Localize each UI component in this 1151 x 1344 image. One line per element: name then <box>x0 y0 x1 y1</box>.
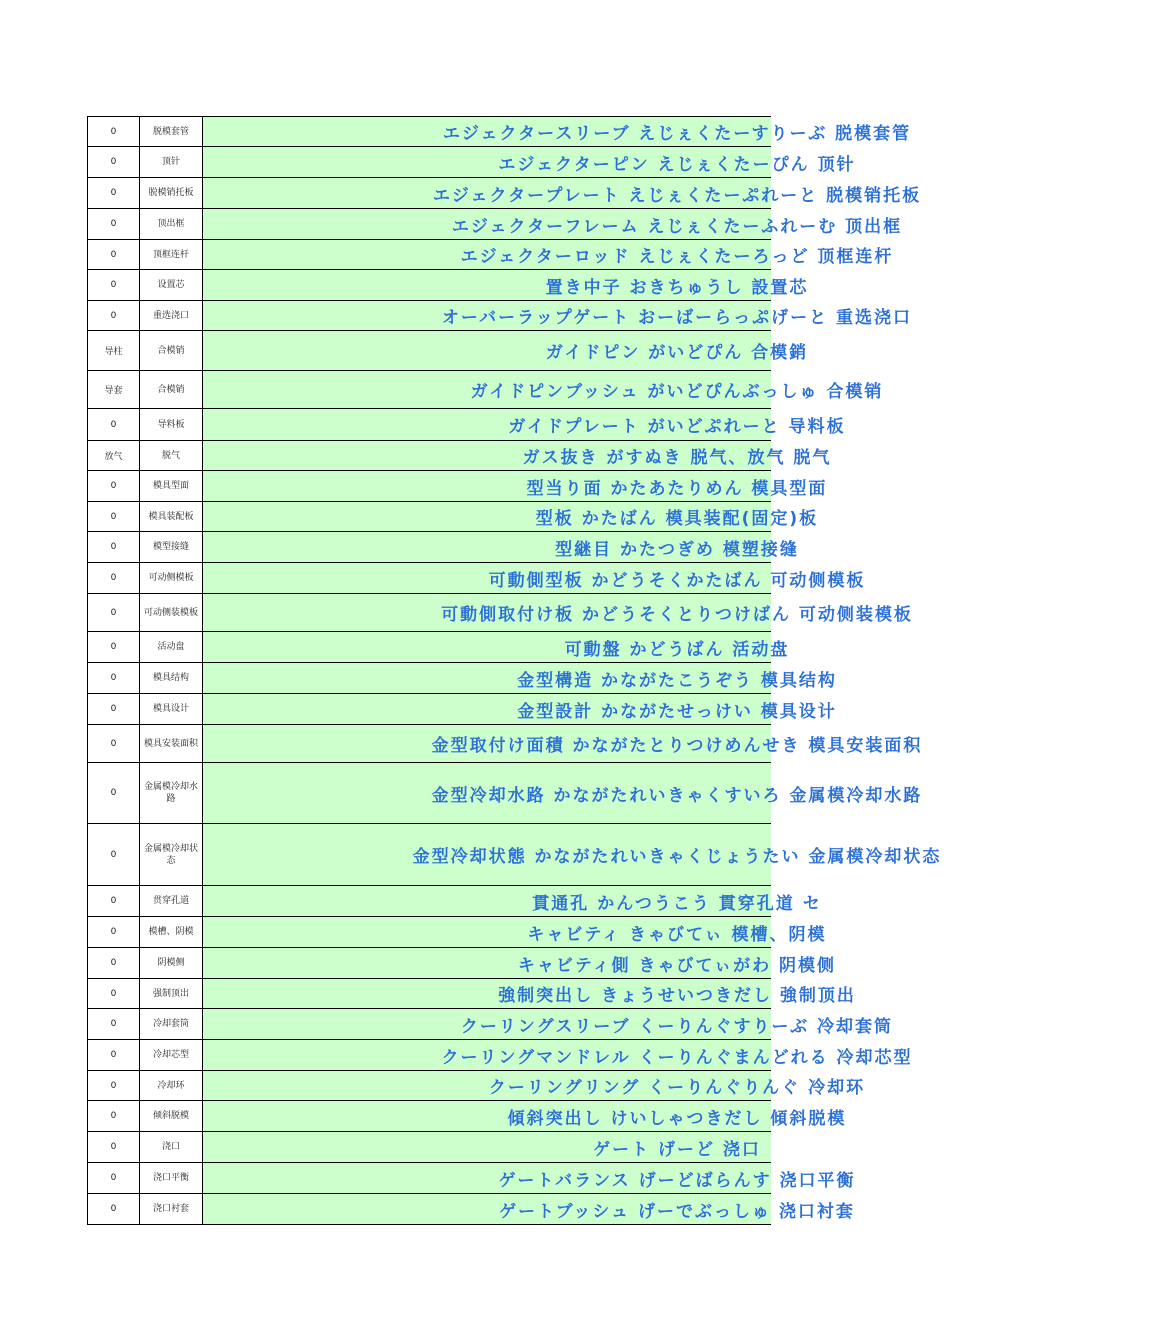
japanese-term-cell <box>203 1071 866 1100</box>
japanese-term-cell <box>203 632 790 662</box>
table-row <box>88 1071 866 1101</box>
japanese-term-cell <box>203 409 846 440</box>
japanese-term-cell <box>203 1163 856 1193</box>
table-row <box>88 270 809 301</box>
japanese-term-text: 型継目 かたつぎめ 模塑接缝 <box>555 539 799 560</box>
chinese-term-cell: 脱模套管 <box>140 117 203 146</box>
chinese-term-cell: 顶针 <box>140 147 203 177</box>
japanese-term-cell <box>203 1009 894 1039</box>
table-row <box>88 632 790 663</box>
index-cell: 0 <box>88 1009 140 1039</box>
index-cell: 0 <box>88 948 140 978</box>
chinese-term-cell: 冷却套筒 <box>140 1009 203 1039</box>
table-row <box>88 1040 913 1071</box>
japanese-term-text: 可動盤 かどうばん 活动盘 <box>564 639 790 660</box>
index-cell: 0 <box>88 1040 140 1070</box>
chinese-term-cell: 模槽、阴模 <box>140 917 203 947</box>
chinese-term-cell: 设置芯 <box>140 270 203 300</box>
index-cell: 0 <box>88 886 140 916</box>
japanese-term-text: クーリングマンドレル くーりんぐまんどれる 冷却芯型 <box>441 1047 913 1068</box>
index-cell: 0 <box>88 594 140 631</box>
index-cell: 0 <box>88 694 140 724</box>
chinese-term-cell: 倾斜脱模 <box>140 1101 203 1131</box>
chinese-term-cell: 冷却环 <box>140 1071 203 1100</box>
index-cell: 0 <box>88 532 140 562</box>
index-cell: 0 <box>88 240 140 269</box>
table-row <box>88 502 819 532</box>
japanese-term-cell <box>203 532 799 562</box>
table-row <box>88 1163 856 1194</box>
japanese-term-text: クーリングスリーブ くーりんぐすりーぶ 冷却套筒 <box>460 1016 894 1037</box>
table-row <box>88 471 828 502</box>
japanese-term-text: エジェクターピン えじぇくたーぴん 顶针 <box>498 154 856 175</box>
japanese-term-text: 金型構造 かながたこうぞう 模具结构 <box>517 670 837 691</box>
japanese-term-text: ゲートブッシュ げーでぶっしゅ 浇口衬套 <box>499 1201 855 1222</box>
index-cell: 0 <box>88 663 140 693</box>
chinese-term-cell: 顶出框 <box>140 209 203 239</box>
japanese-term-text: 可動側型板 かどうそくかたばん 可动侧模板 <box>488 570 866 591</box>
chinese-term-cell: 可动侧模板 <box>140 563 203 593</box>
table-row <box>88 441 832 471</box>
japanese-term-cell <box>203 270 809 300</box>
table-row <box>88 301 913 331</box>
index-cell: 放气 <box>88 441 140 470</box>
japanese-term-text: ガス抜き がすぬき 脱气、放气 脱气 <box>522 448 832 468</box>
japanese-term-cell <box>203 886 822 916</box>
chinese-term-cell: 冷却芯型 <box>140 1040 203 1070</box>
japanese-term-text: クーリングリング くーりんぐりんぐ 冷却环 <box>488 1078 866 1098</box>
chinese-term-cell: 金属模冷却状态 <box>140 824 203 885</box>
japanese-term-text: 貫通孔 かんつうこう 貫穿孔道 セ <box>532 893 822 914</box>
japanese-term-cell <box>203 441 832 470</box>
japanese-term-cell <box>203 948 837 978</box>
japanese-term-cell <box>203 471 828 501</box>
table-row <box>88 147 856 178</box>
chinese-term-cell: 模具设计 <box>140 694 203 724</box>
index-cell: 0 <box>88 632 140 662</box>
table-row <box>88 824 942 886</box>
table-row <box>88 1009 894 1040</box>
index-cell: 0 <box>88 824 140 885</box>
index-cell: 0 <box>88 270 140 300</box>
table-row <box>88 209 903 240</box>
japanese-term-text: 金型取付け面積 かながたとりつけめんせき 模具安装面积 <box>431 736 923 756</box>
japanese-term-text: キャビティ きゃびてぃ 模槽、阴模 <box>527 924 827 945</box>
index-cell: 0 <box>88 409 140 440</box>
table-row <box>88 594 913 632</box>
index-cell: 0 <box>88 917 140 947</box>
japanese-term-text: エジェクターフレーム えじぇくたーふれーむ 顶出框 <box>451 216 903 237</box>
japanese-term-text: 型当り面 かたあたりめん 模具型面 <box>526 478 828 499</box>
chinese-term-cell: 阴模侧 <box>140 948 203 978</box>
japanese-term-cell <box>203 371 884 408</box>
chinese-term-cell: 脱模销托板 <box>140 178 203 208</box>
table-row <box>88 886 822 917</box>
index-cell: 0 <box>88 1194 140 1224</box>
japanese-term-cell <box>203 301 913 330</box>
japanese-term-text: エジェクタースリーブ えじぇくたーすりーぶ 脱模套管 <box>442 124 912 144</box>
japanese-term-cell <box>203 694 837 724</box>
index-cell: 0 <box>88 1101 140 1131</box>
japanese-term-cell <box>203 594 913 631</box>
japanese-term-text: ガイドピンブッシュ がいどぴんぶっしゅ 合模销 <box>470 382 884 402</box>
japanese-term-cell <box>203 117 912 146</box>
japanese-term-text: 置き中子 おきちゅうし 設置芯 <box>545 277 809 298</box>
table-row <box>88 331 809 371</box>
chinese-term-cell: 模具结构 <box>140 663 203 693</box>
japanese-term-text: 金型冷却水路 かながたれいきゃくすいろ 金属模冷却水路 <box>431 785 923 806</box>
chinese-term-cell: 模具装配板 <box>140 502 203 531</box>
japanese-term-text: ゲートバランス げーどばらんす 浇口平衡 <box>498 1170 856 1191</box>
index-cell: 0 <box>88 502 140 531</box>
chinese-term-cell: 强制顶出 <box>140 979 203 1008</box>
index-cell: 0 <box>88 209 140 239</box>
japanese-term-text: 金型設計 かながたせっけい 模具设计 <box>517 701 837 722</box>
chinese-term-cell: 浇口平衡 <box>140 1163 203 1193</box>
table-row <box>88 917 827 948</box>
chinese-term-cell: 贯穿孔道 <box>140 886 203 916</box>
chinese-term-cell: 浇口衬套 <box>140 1194 203 1224</box>
chinese-term-cell: 重选浇口 <box>140 301 203 330</box>
japanese-term-cell <box>203 663 837 693</box>
chinese-term-cell: 模型接缝 <box>140 532 203 562</box>
chinese-term-cell: 模具安装面积 <box>140 725 203 762</box>
japanese-term-cell <box>203 763 923 823</box>
japanese-term-text: 型板 かたばん 模具装配(固定)板 <box>535 509 819 529</box>
table-row <box>88 948 837 979</box>
japanese-term-cell <box>203 725 923 762</box>
table-row <box>88 117 912 147</box>
japanese-term-cell <box>203 563 866 593</box>
japanese-term-text: ガイドプレート がいどぷれーと 导料板 <box>508 417 846 437</box>
japanese-term-cell <box>203 1132 771 1162</box>
index-cell: 0 <box>88 178 140 208</box>
table-row <box>88 532 799 563</box>
index-cell: 0 <box>88 471 140 501</box>
chinese-term-cell: 合模销 <box>140 331 203 370</box>
chinese-term-cell: 浇口 <box>140 1132 203 1162</box>
table-row <box>88 1101 847 1132</box>
table-row <box>88 371 884 409</box>
chinese-term-cell: 金属模冷却水路 <box>140 763 203 823</box>
japanese-term-cell <box>203 917 827 947</box>
index-cell: 0 <box>88 563 140 593</box>
japanese-term-cell <box>203 502 819 531</box>
glossary-table <box>87 116 942 1225</box>
japanese-term-cell <box>203 979 856 1008</box>
index-cell: 导柱 <box>88 331 140 370</box>
table-row <box>88 725 923 763</box>
japanese-term-cell <box>203 1040 913 1070</box>
japanese-term-cell <box>203 147 856 177</box>
japanese-term-cell <box>203 824 942 885</box>
japanese-term-cell <box>203 1194 855 1224</box>
japanese-term-text: オーバーラップゲート おーばーらっぷげーと 重选浇口 <box>441 308 913 328</box>
japanese-term-text: 傾斜突出し けいしゃつきだし 傾斜脱模 <box>507 1108 847 1129</box>
index-cell: 0 <box>88 301 140 330</box>
chinese-term-cell: 活动盘 <box>140 632 203 662</box>
table-row <box>88 409 846 441</box>
index-cell: 0 <box>88 725 140 762</box>
chinese-term-cell: 导料板 <box>140 409 203 440</box>
japanese-term-text: エジェクタープレート えじぇくたーぷれーと 脱模销托板 <box>432 185 922 206</box>
table-row <box>88 663 837 694</box>
japanese-term-text: 強制突出し きょうせいつきだし 強制顶出 <box>498 986 856 1006</box>
japanese-term-text: 可動側取付け板 かどうそくとりつけばん 可动侧装模板 <box>441 605 913 625</box>
table-row <box>88 694 837 725</box>
japanese-term-cell <box>203 178 922 208</box>
japanese-term-cell <box>203 1101 847 1131</box>
table-row <box>88 763 923 824</box>
chinese-term-cell: 脱气 <box>140 441 203 470</box>
table-row <box>88 178 922 209</box>
chinese-term-cell: 顶框连杆 <box>140 240 203 269</box>
chinese-term-cell: 模具型面 <box>140 471 203 501</box>
japanese-term-text: ガイドピン がいどぴん 合模銷 <box>545 343 809 363</box>
table-row <box>88 1132 771 1163</box>
table-row <box>88 240 894 270</box>
chinese-term-cell: 合模销 <box>140 371 203 408</box>
table-row <box>88 563 866 594</box>
index-cell: 0 <box>88 1071 140 1100</box>
table-row <box>88 979 856 1009</box>
japanese-term-text: 金型冷却状態 かながたれいきゃくじょうたい 金属模冷却状态 <box>412 847 942 867</box>
japanese-term-cell <box>203 209 903 239</box>
index-cell: 导套 <box>88 371 140 408</box>
japanese-term-text: エジェクターロッド えじぇくたーろっど 顶框连杆 <box>460 247 894 267</box>
japanese-term-cell <box>203 331 809 370</box>
japanese-term-text: ゲート げーど 浇口 <box>593 1139 761 1160</box>
index-cell: 0 <box>88 763 140 823</box>
japanese-term-text: キャビティ側 きゃびてぃがわ 阴模侧 <box>517 955 837 976</box>
index-cell: 0 <box>88 979 140 1008</box>
chinese-term-cell: 可动侧装模板 <box>140 594 203 631</box>
index-cell: 0 <box>88 117 140 146</box>
table-row <box>88 1194 855 1224</box>
index-cell: 0 <box>88 147 140 177</box>
index-cell: 0 <box>88 1163 140 1193</box>
index-cell: 0 <box>88 1132 140 1162</box>
japanese-term-cell <box>203 240 894 269</box>
